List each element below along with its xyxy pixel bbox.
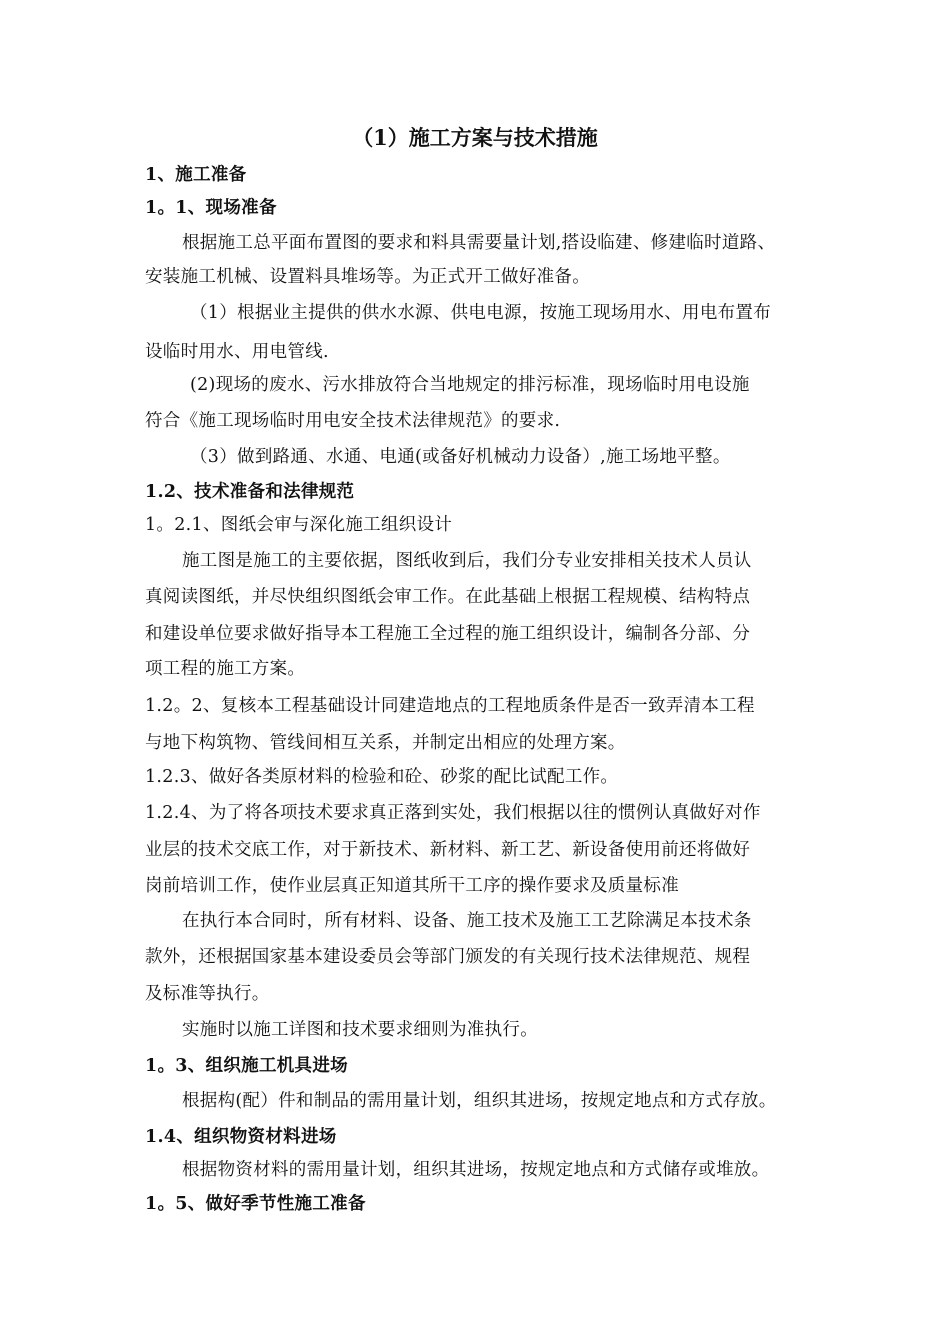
paragraph-line: 1.2.3、做好各类原材料的检验和砼、砂浆的配比试配工作。 [145,767,619,787]
paragraph-line: 1.2。2、复核本工程基础设计同建造地点的工程地质条件是否一致弄清本工程 [145,696,755,716]
paragraph-line: 款外，还根据国家基本建设委员会等部门颁发的有关现行技术法律规范、规程 [145,947,751,967]
paragraph-line: （1）根据业主提供的供水水源、供电电源，按施工现场用水、用电布置布 [190,303,772,323]
paragraph-line: （3）做到路通、水通、电通(或备好机械动力设备）,施工场地平整。 [190,447,731,467]
paragraph-line: 在执行本合同时，所有材料、设备、施工技术及施工工艺除满足本技术条 [182,911,752,931]
paragraph-line: (2)现场的废水、污水排放符合当地规定的排污标准，现场临时用电设施 [190,375,750,395]
paragraph-line: 安装施工机械、设置料具堆场等。为正式开工做好准备。 [145,267,590,287]
paragraph-line: 和建设单位要求做好指导本工程施工全过程的施工组织设计，编制各分部、分 [145,624,751,644]
subheading-1-2-1: 1。2.1、图纸会审与深化施工组织设计 [145,515,453,535]
heading-1-2: 1.2、技术准备和法律规范 [145,482,355,502]
paragraph-line: 及标准等执行。 [145,984,270,1004]
paragraph-line: 施工图是施工的主要依据，图纸收到后，我们分专业安排相关技术人员认 [182,551,752,571]
heading-1-1: 1。1、现场准备 [145,198,277,218]
paragraph-line: 与地下构筑物、管线间相互关系，并制定出相应的处理方案。 [145,733,626,753]
paragraph-line: 根据构(配）件和制品的需用量计划，组织其进场，按规定地点和方式存放。 [182,1091,777,1111]
paragraph-line: 1.2.4、为了将各项技术要求真正落到实处，我们根据以往的惯例认真做好对作 [145,803,761,823]
paragraph-line: 根据物资材料的需用量计划，组织其进场，按规定地点和方式储存或堆放。 [182,1160,770,1180]
paragraph-line: 根据施工总平面布置图的要求和料具需要量计划,搭设临建、修建临时道路、 [182,233,776,253]
paragraph-line: 项工程的施工方案。 [145,659,306,679]
paragraph-line: 业层的技术交底工作，对于新技术、新材料、新工艺、新设备使用前还将做好 [145,840,751,860]
page-title: （1）施工方案与技术措施 [352,125,598,150]
paragraph-line: 设临时用水、用电管线. [145,342,329,362]
paragraph-line: 实施时以施工详图和技术要求细则为准执行。 [182,1020,538,1040]
heading-1: 1、施工准备 [145,165,247,185]
paragraph-line: 真阅读图纸，并尽快组织图纸会审工作。在此基础上根据工程规模、结构特点 [145,587,751,607]
paragraph-line: 岗前培训工作，使作业层真正知道其所干工序的操作要求及质量标准 [145,876,679,896]
heading-1-3: 1。3、组织施工机具进场 [145,1056,348,1076]
paragraph-line: 符合《施工现场临时用电安全技术法律规范》的要求. [145,411,561,431]
heading-1-4: 1.4、组织物资材料进场 [145,1127,337,1147]
heading-1-5: 1。5、做好季节性施工准备 [145,1194,366,1214]
